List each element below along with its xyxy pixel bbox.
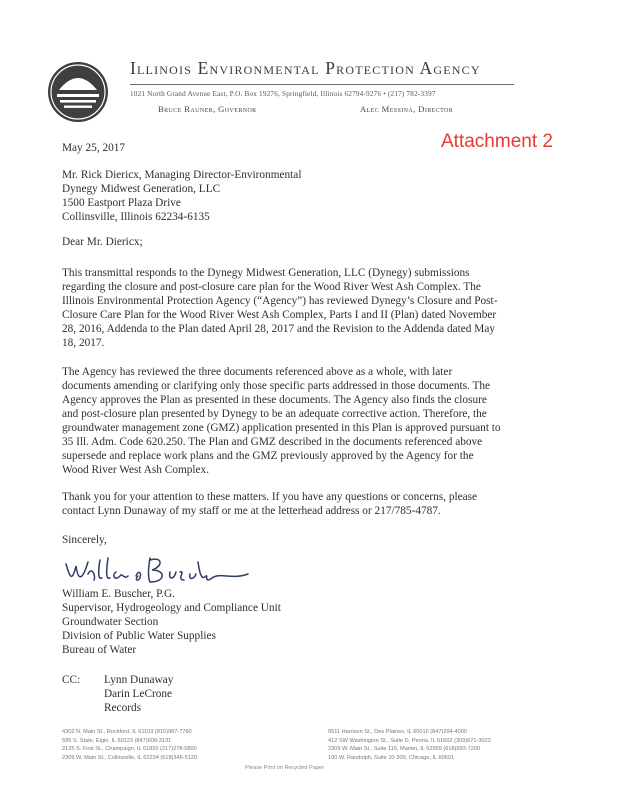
text-line: and post-closure plan presented by Dynegy to be an adequate corrective action. Therefore, the bbox=[62, 408, 487, 420]
text-line: supersede and replace work plans and the GMZ previously approved by the Agency for the bbox=[62, 450, 474, 462]
office-address: 412 SW Washington St., Suite D, Peoria, IL 61602 (309)671-3022 bbox=[328, 737, 491, 744]
header-divider bbox=[130, 84, 514, 85]
agency-name: Illinois Environmental Protection Agency bbox=[130, 58, 481, 78]
signer-line: Groundwater Section bbox=[62, 616, 159, 628]
cc-recipient: Lynn Dunaway bbox=[104, 674, 174, 686]
recipient-address bbox=[62, 168, 301, 224]
office-address: 595 S. State, Elgin, IL 60123 (847)608-3131 bbox=[62, 737, 172, 744]
signer-line: Supervisor, Hydrogeology and Compliance Unit bbox=[62, 602, 281, 614]
signature bbox=[62, 552, 262, 592]
cc-recipient: Records bbox=[104, 702, 142, 714]
recipient-line: Mr. Rick Diericx, Managing Director-Environmental bbox=[62, 169, 302, 181]
text-line: 18, 2017. bbox=[62, 337, 105, 349]
closing: Sincerely, bbox=[62, 534, 107, 546]
office-address: 2309 W. Main St., Collinsville, IL 62234 (618)346-5120 bbox=[62, 754, 198, 761]
signature-block bbox=[62, 587, 281, 657]
text-line: Illinois Environmental Protection Agency (“Agency”) has reviewed Dynegy’s Closure and Post- bbox=[62, 295, 498, 307]
office-address: 9511 Harrison St., Des Plaines, IL 60016 (847)294-4000 bbox=[328, 729, 467, 735]
text-line: groundwater management zone (GMZ) application presented in this Plan is approved pursuant to bbox=[62, 422, 501, 434]
cc-label: CC: bbox=[62, 674, 81, 686]
governor-name: Bruce Rauner, Governor bbox=[158, 104, 257, 114]
text-line: regarding the closure and post-closure care plan for the Wood River West Ash Complex. The bbox=[62, 281, 481, 293]
agency-logo bbox=[46, 60, 110, 124]
cc-recipient: Darin LeCrone bbox=[104, 688, 173, 700]
signer-line: William E. Buscher, P.G. bbox=[62, 588, 175, 600]
recipient-line: Dynegy Midwest Generation, LLC bbox=[62, 183, 221, 195]
letter-date: May 25, 2017 bbox=[62, 142, 126, 154]
recipient-line: 1500 Eastport Plaza Drive bbox=[62, 197, 181, 209]
cc-list bbox=[104, 673, 173, 715]
office-address: 100 W. Randolph, Suite 10-300, Chicago, IL 60601 bbox=[328, 754, 455, 761]
text-line: This transmittal responds to the Dynegy Midwest Generation, LLC (Dynegy) submissions bbox=[62, 267, 470, 279]
text-line: 35 Ill. Adm. Code 620.250. The Plan and GMZ described in the documents referenced above bbox=[62, 436, 483, 448]
footer-left-offices bbox=[62, 728, 197, 762]
text-line: documents amending or clarifying only those specific parts addressed in those documents. The bbox=[62, 380, 491, 392]
text-line: Thank you for your attention to these matters. If you have any questions or concerns, please bbox=[62, 491, 478, 503]
footer-right-offices bbox=[328, 728, 491, 762]
recipient-line: Collinsville, Illinois 62234-6135 bbox=[62, 211, 210, 223]
salutation: Dear Mr. Diericx; bbox=[62, 236, 143, 248]
text-line: 28, 2016, Addenda to the Plan dated April 28, 2017 and the Revision to the Addenda dated May bbox=[62, 323, 495, 335]
office-address: 4302 N. Main St., Rockford, IL 61103 (815)987-7760 bbox=[62, 729, 192, 735]
attachment-label: Attachment 2 bbox=[441, 131, 553, 152]
paragraph-3 bbox=[62, 490, 477, 518]
text-line: Closure Care Plan for the Wood River West Ash Complex, Parts I and II (Plan) dated November bbox=[62, 309, 497, 321]
text-line: Wood River West Ash Complex. bbox=[62, 464, 210, 476]
paragraph-2 bbox=[62, 365, 501, 477]
text-line: The Agency has reviewed the three documents referenced above as a whole, with later bbox=[62, 366, 453, 378]
agency-address: 1021 North Grand Avenue East, P.O. Box 19276, Springfield, Illinois 62794-9276 • (217) 782-3397 bbox=[130, 90, 436, 98]
signer-line: Division of Public Water Supplies bbox=[62, 630, 216, 642]
paragraph-1 bbox=[62, 266, 497, 350]
recycled-paper-note: Please Print on Recycled Paper bbox=[245, 765, 324, 771]
office-address: 2309 W. Main St., Suite 116, Marion, IL 62959 (618)993-7200 bbox=[328, 746, 481, 752]
director-name: Alec Messina, Director bbox=[360, 104, 454, 114]
text-line: Agency approves the Plan as presented in these documents. The Agency also finds the closure bbox=[62, 394, 487, 406]
office-address: 2125 S. First St., Champaign, IL 61820 (217)278-5800 bbox=[62, 746, 197, 752]
text-line: contact Lynn Dunaway of my staff or me at the letterhead address or 217/785-4787. bbox=[62, 505, 441, 517]
signer-line: Bureau of Water bbox=[62, 644, 137, 656]
